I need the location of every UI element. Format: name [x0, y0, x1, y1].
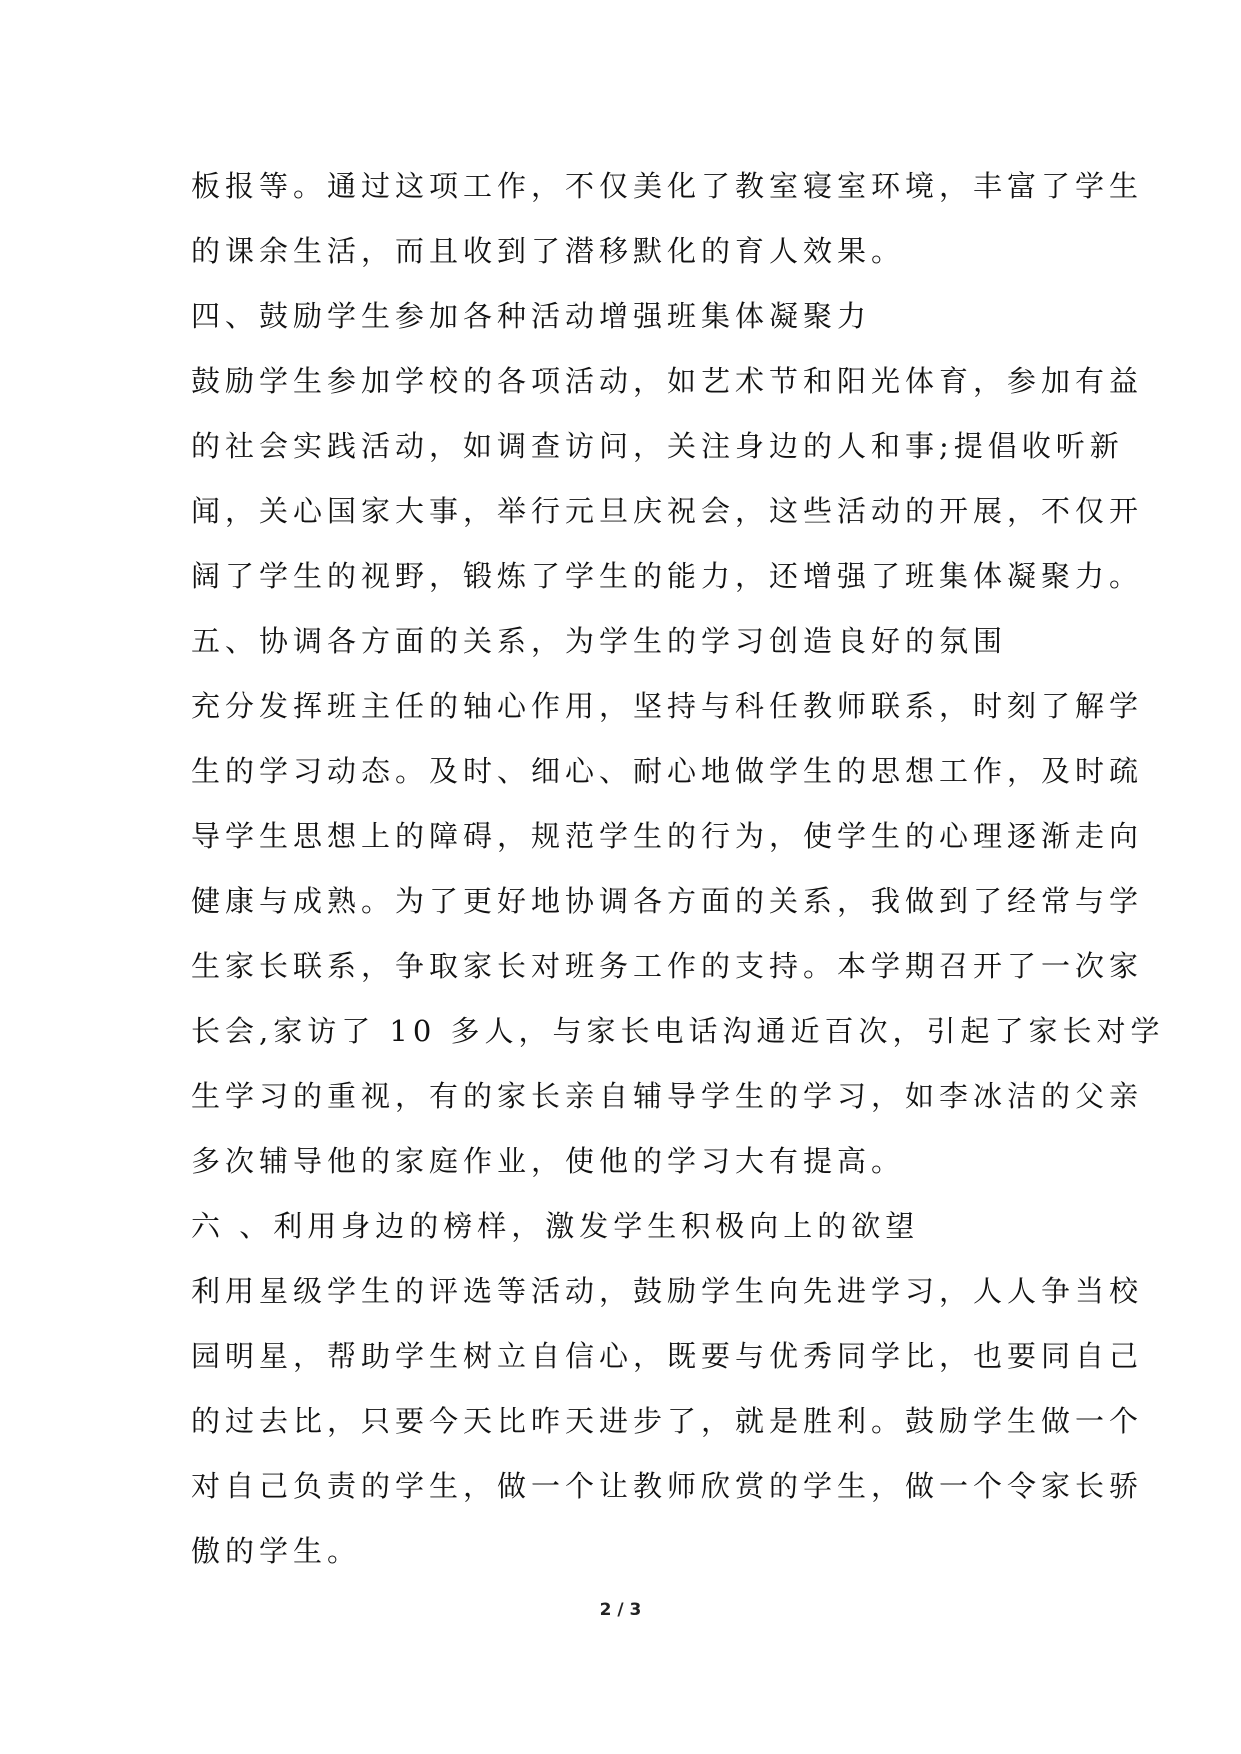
section-heading: 六 、利用身边的榜样，激发学生积极向上的欲望: [191, 1209, 920, 1243]
section-heading: 五、协调各方面的关系，为学生的学习创造良好的氛围: [191, 624, 1008, 658]
text-line: 生学习的重视，有的家长亲自辅导学生的学习，如李冰洁的父亲: [191, 1079, 1144, 1113]
text-line: 导学生思想上的障碍，规范学生的行为，使学生的心理逐渐走向: [191, 819, 1144, 853]
page-number: 2 / 3: [599, 1600, 642, 1620]
document-body: [191, 154, 1165, 1584]
text-line: 多次辅导他的家庭作业，使他的学习大有提高。: [191, 1144, 906, 1178]
text-line: 利用星级学生的评选等活动，鼓励学生向先进学习，人人争当校: [191, 1274, 1144, 1308]
text-line: 园明星，帮助学生树立自信心，既要与优秀同学比，也要同自己: [191, 1339, 1144, 1373]
text-line: 的课余生活，而且收到了潜移默化的育人效果。: [191, 234, 906, 268]
text-line: 对自己负责的学生，做一个让教师欣赏的学生，做一个令家长骄: [191, 1469, 1144, 1503]
text-line: 长会,家访了 10 多人，与家长电话沟通近百次，引起了家长对学: [191, 1014, 1165, 1048]
text-line: 板报等。通过这项工作，不仅美化了教室寝室环境，丰富了学生: [191, 169, 1144, 203]
text-line: 闻，关心国家大事，举行元旦庆祝会，这些活动的开展，不仅开: [191, 494, 1144, 528]
text-line: 健康与成熟。为了更好地协调各方面的关系，我做到了经常与学: [191, 884, 1144, 918]
text-line: 鼓励学生参加学校的各项活动，如艺术节和阳光体育，参加有益: [191, 364, 1144, 398]
text-line: 充分发挥班主任的轴心作用，坚持与科任教师联系，时刻了解学: [191, 689, 1144, 723]
text-line: 的过去比，只要今天比昨天进步了，就是胜利。鼓励学生做一个: [191, 1404, 1144, 1438]
text-line: 生的学习动态。及时、细心、耐心地做学生的思想工作，及时疏: [191, 754, 1144, 788]
section-heading: 四、鼓励学生参加各种活动增强班集体凝聚力: [191, 299, 872, 333]
text-line: 阔了学生的视野，锻炼了学生的能力，还增强了班集体凝聚力。: [191, 559, 1144, 593]
text-line: 傲的学生。: [191, 1534, 362, 1568]
text-line: 的社会实践活动，如调查访问，关注身边的人和事;提倡收听新: [191, 429, 1124, 463]
text-line: 生家长联系，争取家长对班务工作的支持。本学期召开了一次家: [191, 949, 1144, 983]
